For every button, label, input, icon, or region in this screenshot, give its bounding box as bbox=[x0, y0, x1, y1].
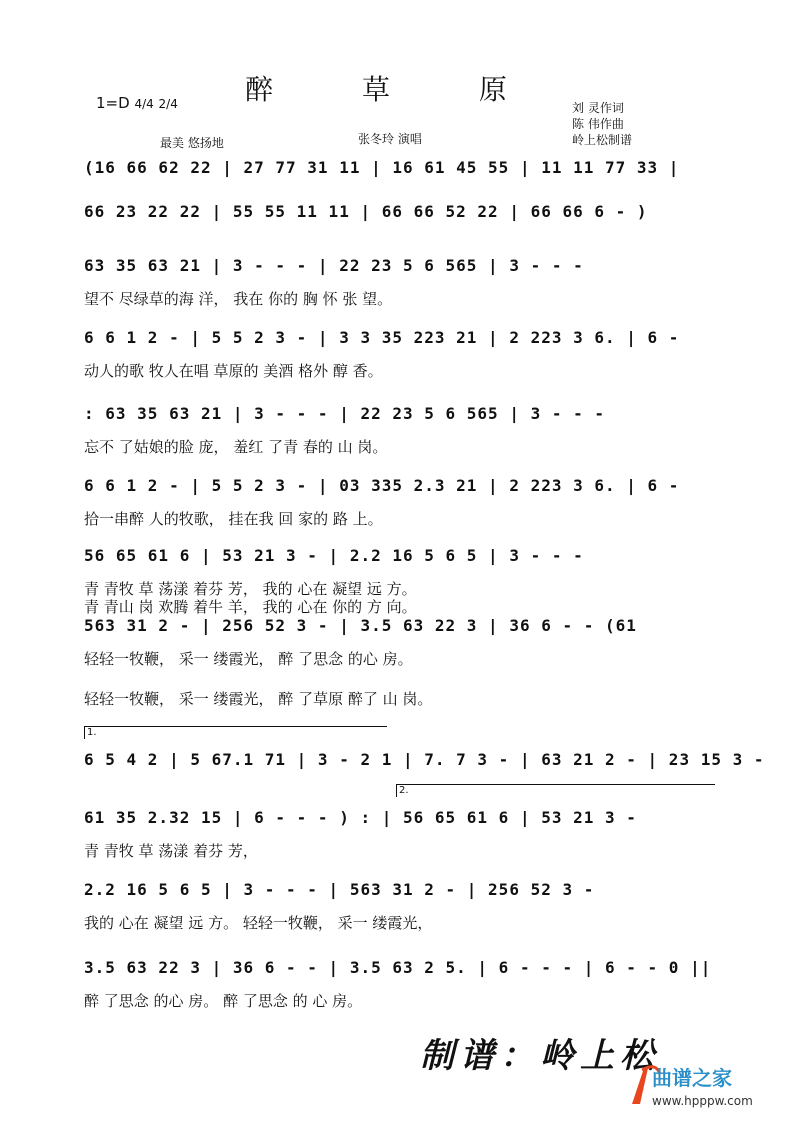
volta-1: 1. bbox=[84, 726, 387, 739]
lyrics-row: 青 青牧 草 荡漾 着芬 芳， bbox=[84, 842, 258, 860]
tempo-marking: 最美 悠扬地 bbox=[160, 136, 224, 150]
composer-credit: 陈 伟作曲 bbox=[572, 117, 624, 131]
notation-row: 6 5 4 2 | 5 67.1 71 | 3 - 2 1 | 7. 7 3 - | 63 21 2 - | 23 15 3 - bbox=[84, 750, 765, 769]
notation-row: : 63 35 63 21 | 3 - - - | 22 23 5 6 565 | 3 - - - bbox=[84, 404, 606, 423]
notation-row: 6 6 1 2 - | 5 5 2 3 - | 3 3 35 223 21 | 2 223 3 6. | 6 - bbox=[84, 328, 680, 347]
notation-row: 3.5 63 22 3 | 36 6 - - | 3.5 63 2 5. | 6 - - - | 6 - - 0 || bbox=[84, 958, 712, 977]
lyrics-row: 我的 心在 凝望 远 方。 轻轻一牧鞭， 采一 缕霞光， bbox=[84, 914, 433, 932]
page-title: 醉 草 原 bbox=[245, 73, 547, 106]
notation-row: 63 35 63 21 | 3 - - - | 22 23 5 6 565 | 3 - - - bbox=[84, 256, 584, 275]
lyrics-row-verse2: 轻轻一牧鞭， 采一 缕霞光， 醉 了草原 醉了 山 岗。 bbox=[84, 690, 433, 708]
credits-block bbox=[572, 100, 632, 148]
transcriber-signature: 制谱：岭上松 bbox=[420, 1036, 660, 1076]
lyrics-row: 望不 尽绿草的海 洋， 我在 你的 胸 怀 张 望。 bbox=[84, 290, 393, 308]
lyricist-credit: 刘 灵作词 bbox=[572, 101, 624, 115]
notation-row: (16 66 62 22 | 27 77 31 11 | 16 61 45 55 | 11 11 77 33 | bbox=[84, 158, 680, 177]
lyrics-row: 轻轻一牧鞭， 采一 缕霞光， 醉 了思念 的心 房。 bbox=[84, 650, 413, 668]
notation-row: 2.2 16 5 6 5 | 3 - - - | 563 31 2 - | 256 52 3 - bbox=[84, 880, 595, 899]
notation-row: 563 31 2 - | 256 52 3 - | 3.5 63 22 3 | 36 6 - - (61 bbox=[84, 616, 637, 635]
key-label: 1=D bbox=[96, 94, 130, 112]
singer-credit: 张冬玲 演唱 bbox=[358, 132, 422, 146]
notation-row: 56 65 61 6 | 53 21 3 - | 2.2 16 5 6 5 | 3 - - - bbox=[84, 546, 584, 565]
lyrics-row: 动人的歌 牧人在唱 草原的 美酒 格外 醇 香。 bbox=[84, 362, 383, 380]
key-signature bbox=[96, 94, 178, 112]
watermark-url: www.hpppw.com bbox=[652, 1094, 753, 1108]
lyrics-row-verse2: 青 青山 岗 欢腾 着牛 羊， 我的 心在 你的 方 向。 bbox=[84, 598, 417, 616]
lyrics-row: 拾一串醉 人的牧歌， 挂在我 回 家的 路 上。 bbox=[84, 510, 383, 528]
volta-2: 2. bbox=[396, 784, 715, 797]
time-signature-2: 2/4 bbox=[158, 97, 178, 111]
transcriber-credit: 岭上松制谱 bbox=[572, 133, 633, 147]
lyrics-row: 青 青牧 草 荡漾 着芬 芳， 我的 心在 凝望 远 方。 bbox=[84, 580, 417, 598]
time-signature-1: 4/4 bbox=[134, 97, 154, 111]
notation-row: 61 35 2.32 15 | 6 - - - ) : | 56 65 61 6 | 53 21 3 - bbox=[84, 808, 637, 827]
lyrics-row: 忘不 了姑娘的脸 庞， 羞红 了青 春的 山 岗。 bbox=[84, 438, 388, 456]
notation-row: 6 6 1 2 - | 5 5 2 3 - | 03 335 2.3 21 | 2 223 3 6. | 6 - bbox=[84, 476, 680, 495]
watermark-name: 曲谱之家 bbox=[652, 1066, 732, 1090]
lyrics-row: 醉 了思念 的心 房。 醉 了思念 的 心 房。 bbox=[84, 992, 363, 1010]
notation-row: 66 23 22 22 | 55 55 11 11 | 66 66 52 22 | 66 66 6 - ) bbox=[84, 202, 648, 221]
